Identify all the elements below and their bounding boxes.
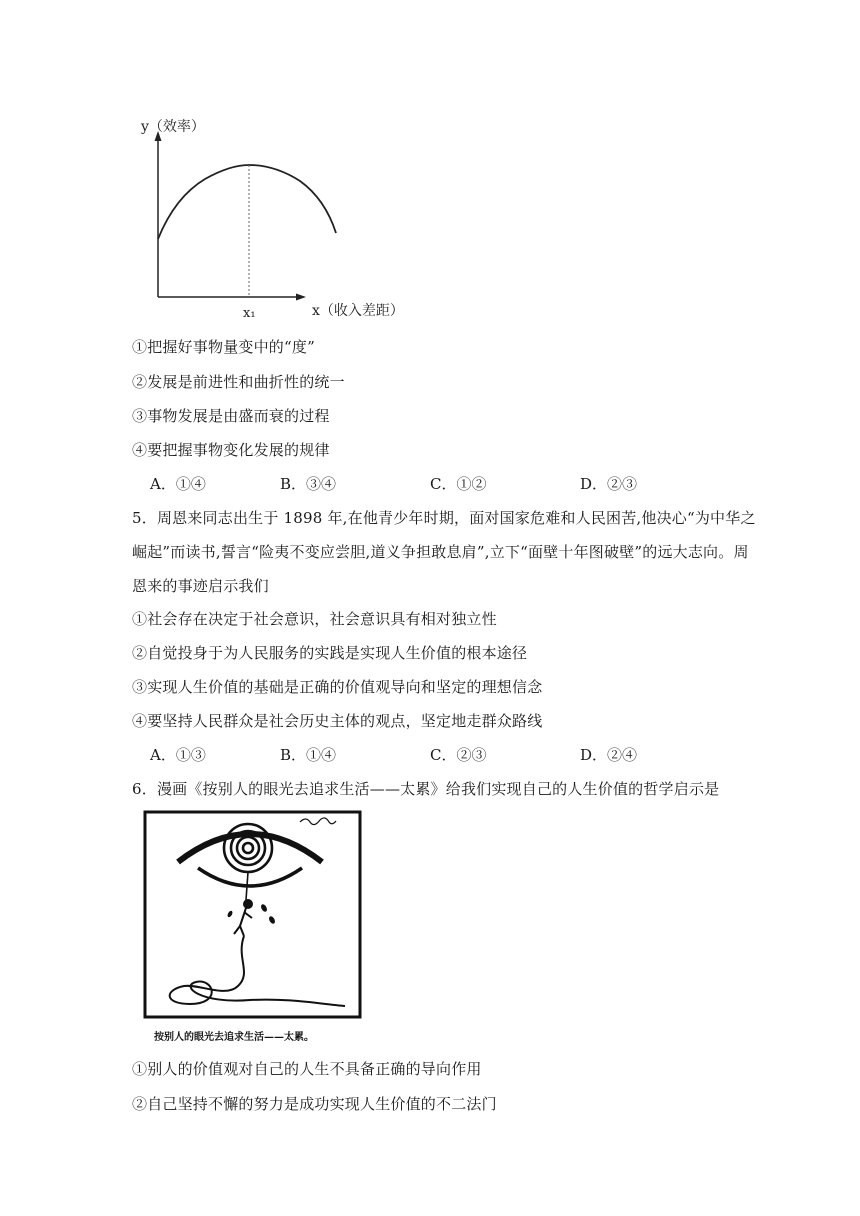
q4-item-4: ④要把握事物变化发展的规律 [132, 441, 330, 459]
q5-option-b[interactable]: B．①④ [280, 746, 337, 764]
q5-stem-line-3: 恩来的事迹启示我们 [132, 577, 269, 595]
q4-option-c[interactable]: C．①② [430, 475, 487, 493]
efficiency-curve [158, 165, 336, 239]
q4-option-d[interactable]: D．②③ [580, 475, 638, 493]
x-axis-label: x（收入差距） [312, 303, 404, 319]
q4-option-a[interactable]: A．①④ [150, 475, 206, 493]
y-axis-label: y（效率） [141, 119, 205, 135]
q6-item-1: ①别人的价值观对自己的人生不具备正确的导向作用 [132, 1060, 482, 1078]
q5-option-d[interactable]: D．②④ [580, 746, 638, 764]
q4-option-b[interactable]: B．③④ [280, 475, 337, 493]
q4-item-1: ①把握好事物量变中的“度” [132, 338, 315, 356]
x-axis-arrow [296, 294, 306, 301]
q5-item-1: ①社会存在决定于社会意识，社会意识具有相对独立性 [132, 610, 497, 628]
graph-svg [135, 105, 435, 335]
q6-stem: 6．漫画《按别人的眼光去追求生活——太累》给我们实现自己的人生价值的哲学启示是 [132, 780, 720, 798]
cartoon-frame [145, 812, 360, 1017]
cartoon-figure [140, 808, 370, 1048]
q4-options [150, 473, 710, 494]
q5-item-2: ②自觉投身于为人民服务的实践是实现人生价值的根本途径 [132, 644, 528, 662]
efficiency-income-gap-graph [135, 105, 435, 335]
q4-item-2: ②发展是前进性和曲折性的统一 [132, 373, 345, 391]
q5-option-a[interactable]: A．①③ [150, 746, 206, 764]
x1-label: x₁ [243, 306, 256, 321]
cartoon-caption: 按别人的眼光去追求生活——太累。 [154, 1032, 314, 1043]
q5-stem-line-2: 崛起”而读书,誓言“险夷不变应尝胆,道义争担敢息肩”,立下“面壁十年图破壁”的远大志向。周 [132, 543, 749, 561]
q5-option-c[interactable]: C．②③ [430, 746, 487, 764]
q4-item-3: ③事物发展是由盛而衰的过程 [132, 407, 330, 425]
q5-stem-line-1: 5．周恩来同志出生于 1898 年,在他青少年时期，面对国家危难和人民困苦,他决心“为中华之 [132, 509, 756, 527]
q6-item-2: ②自己坚持不懈的努力是成功实现人生价值的不二法门 [132, 1095, 497, 1113]
q5-item-3: ③实现人生价值的基础是正确的价值观导向和坚定的理想信念 [132, 678, 543, 696]
q5-options [150, 744, 710, 765]
cartoon-svg [140, 808, 370, 1048]
q5-item-4: ④要坚持人民群众是社会历史主体的观点，坚定地走群众路线 [132, 712, 543, 730]
